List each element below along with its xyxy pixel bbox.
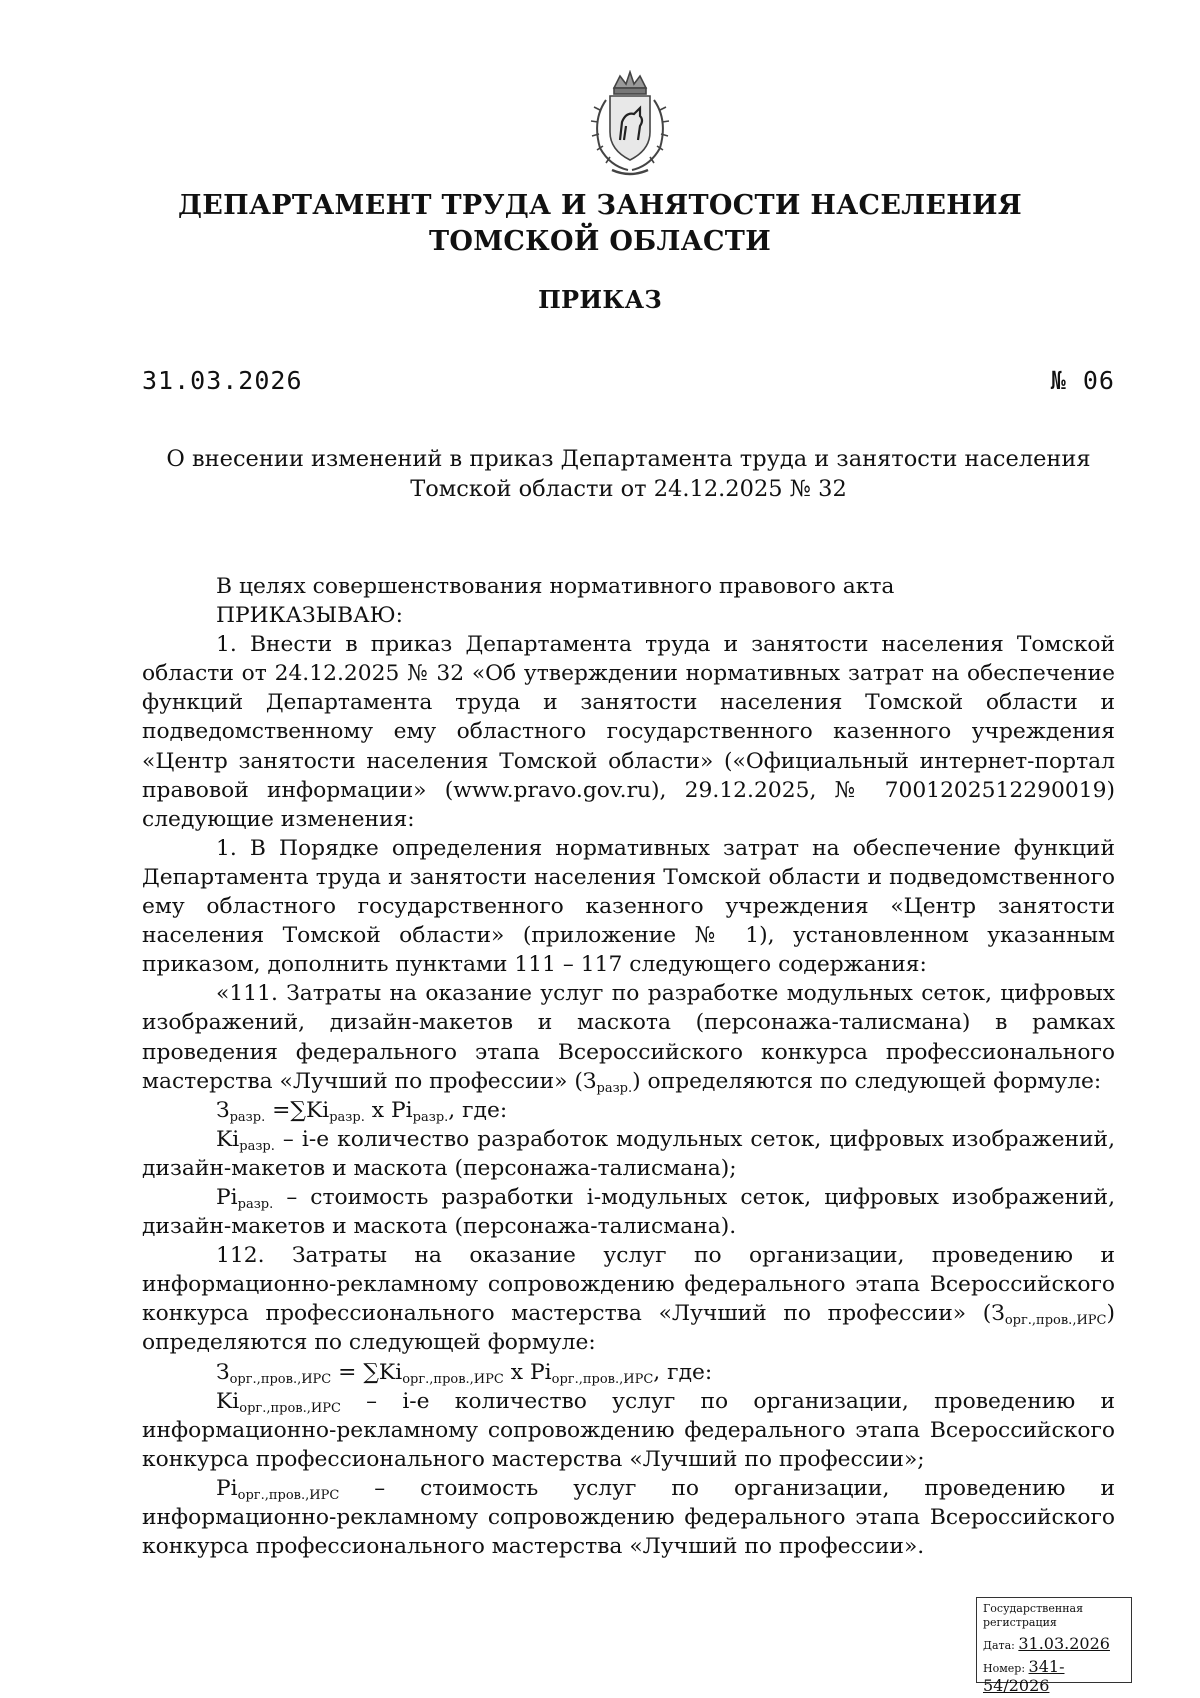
document-type: ПРИКАЗ (538, 285, 662, 314)
stamp-date-row: Дата: 31.03.2026 (983, 1634, 1110, 1653)
definition-ki-org: $Ki_{орг.,пров.,ИРС} - i-е$ количество услуг по организации, проведению и информационно-рекламному сопровождению федерального этапа Всероссийского конкурса профессионального мастерства «Лучший по профессии»; (142, 1388, 1115, 1472)
registration-stamp (976, 1597, 1132, 1695)
definition-pi-razr: $Pi_{разр.}$ – стоимость разработки i-модульных сеток, цифровых изображений, дизайн-макетов и маскота (персонажа-талисмана). (142, 1184, 1115, 1240)
order-body (142, 572, 1115, 1561)
stamp-date: 31.03.2026 (1018, 1634, 1110, 1653)
order-number: № 06 (1050, 366, 1115, 395)
paragraph-1-1: 1. В Порядке определения нормативных затрат на обеспечение функций Департамента труда и занятости населения Томской области и подведомственного ему областного государственного казенного учреждения «Центр занятости населения Томской области» (приложение № 1), установленном указанным приказом, дополнить пунктами 111 – 117 следующего содержания: (142, 835, 1115, 978)
definition-ki-razr: $Ki_{разр.} - i-е$ количество разработок модульных сеток, цифровых изображений, дизайн-макетов и маскота (персонажа-талисмана); (142, 1126, 1115, 1181)
definition-pi-org: $Pi_{орг.,пров.,ИРС}$ – стоимость услуг по организации, проведению и информационно-рекламному сопровождению федерального этапа Всероссийского конкурса профессионального мастерства «Лучший по профессии». (142, 1475, 1115, 1560)
department-title-line2: ТОМСКОЙ ОБЛАСТИ (428, 226, 772, 257)
stamp-number: 341-54/2026 (983, 1657, 1065, 1695)
formula-1: $З_{разр.} =\sum Ki_{разр.}$ х $Pi_{разр.}$, где: (216, 1097, 508, 1125)
paragraph-112: 112. Затраты на оказание услуг по организации, проведению и информационно-рекламному сопровождению федерального этапа Всероссийского конкурса профессионального мастерства «Лучший по профессии» $(З_{орг.,пров.,ИРС})$ определяются по следующей формуле: (142, 1243, 1115, 1356)
preamble: В целях совершенствования нормативного правового акта (216, 574, 895, 599)
department-title-line1: ДЕПАРТАМЕНТ ТРУДА И ЗАНЯТОСТИ НАСЕЛЕНИЯ (178, 190, 1022, 221)
paragraph-1: 1. Внести в приказ Департамента труда и занятости населения Томской области от 24.12.2025 № 32 «Об утверждении нормативных затрат на обеспечение функций Департамента труда и занятости населения Томской области и подведомственному ему областного государственного казенного учреждения «Центр занятости населения Томской области» («Официальный интернет-портал правовой информации» (www.pravo.gov.ru), 29.12.2025, № 7001202512290019) следующие изменения: (142, 632, 1115, 832)
order-subject: О внесении изменений в приказ Департамента труда и занятости населения Томской области от 24.12.2025 № 32 (166, 446, 1091, 502)
formula-2: $З_{орг.,пров.,ИРС} = \sum Ki_{орг.,пров.,ИРС}$ х $Pi_{орг.,пров.,ИРС}$, где: (216, 1359, 713, 1387)
stamp-title: Государственная регистрация (983, 1602, 1084, 1629)
order-directive: ПРИКАЗЫВАЮ: (216, 603, 403, 629)
paragraph-111: «111. Затраты на оказание услуг по разработке модульных сеток, цифровых изображений, дизайн-макетов и маскота (персонажа-талисмана) в рамках проведения федерального этапа Всероссийского конкурса профессионального мастерства «Лучший по профессии» $(З_{разр.})$ определяются по следующей формуле: (142, 981, 1115, 1096)
stamp-number-row: Номер: 341-54/2026 (983, 1657, 1065, 1695)
order-date: 31.03.2026 (142, 366, 303, 395)
tomsk-coat-of-arms-icon (570, 70, 690, 182)
